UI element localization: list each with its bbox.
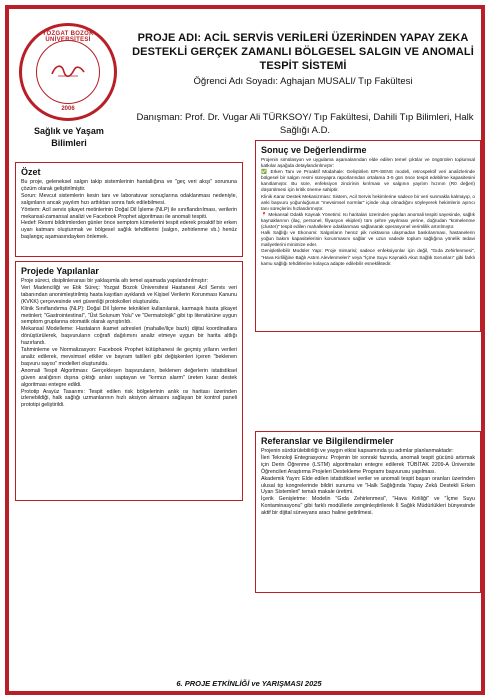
summary-paragraph: Sorun: Mevcut sistemlerin kesin tanı ve laboratuvar sonuçlarına odaklanması nedeniyle, salgınların ancak yayılım hızı arttıktan sonra fark edilebilmesi. — [21, 192, 237, 206]
conclusion-title: Sonuç ve Değerlendirme — [261, 145, 367, 155]
references-paragraph: İleri Teknoloji Entegrasyonu: Projenin bir sonraki fazında, anomali tespit gücünü artırmak için Derin Öğrenme (LSTM) algoritmaları entegre edilerek TÜBİTAK 2209-A Üniversite Öğrencileri Araştırma Projeleri Destekleme Programı başvurusu yapılması. — [261, 454, 475, 475]
conclusion-section — [255, 140, 481, 332]
work-done-section — [15, 261, 243, 501]
summary-paragraph: Bu proje, geleneksel salgın takip sistemlerinin hantallığına ve "geç veri akışı" sorununa çözüm olarak geliştirilmiştir. — [21, 179, 237, 192]
student-info: Öğrenci Adı Soyadı: Aghajan MUSALI/ Tıp Fakültesi — [193, 76, 413, 87]
work-done-paragraph: Proje süreci, disiplinlerarası bir yaklaşımla altı temel aşamada yapılandırılmıştır: — [21, 278, 208, 284]
summary-paragraph: Yöntem: Acil servis şikayet metinlerinin Doğal Dil İşleme (NLP) ile sınıflandırılması, verilerin mekansal-zamansal analizi ve Facebook Prophet algoritması ile anomali tespiti. — [21, 206, 237, 220]
conclusion-paragraph: Projenin simülasyon ve uygulama aşamalarından elde edilen temel çıktılar ve öngörülen toplumsal katkılar aşağıda detaylandırılmıştır: — [261, 157, 475, 169]
work-done-paragraph: Prototip Arayüz Tasarımı: Tespit edilen risk bölgelerinin anlık ısı haritası üzerinden izlenebildiği, halk sağlığı uzmanlarının hızlı aksiyon almasını sağlayan bir kontrol paneli prototipi geliştirildi. — [21, 388, 237, 409]
conclusion-paragraph: 📍 Mekansal Odaklı Kaynak Yönetimi: Isı haritaları üzerinden yapılan anomali tespiti sayesinde, sağlık kaynaklarının (ilaç, personel, filyasyon ekipleri) tüm şehre yayılması yerine, doğrudan "kümelenme (cluster)" tespit edilen mahallelere odaklanması sağlanarak operasyonel verimlilik artırılmıştır. — [261, 211, 475, 230]
references-paragraph: Akademik Yayın: Elde edilen istatistiksel veriler ve anomali tespit başarı oranları üzerinden ulusal tıp kongrelerinde bildiri sunumu ve "Halk Sağlığında Yapay Zekâ Destekli Erken Uyarı Sistemleri" temalı makale üretimi. — [261, 475, 475, 496]
poster — [9, 9, 481, 691]
references-section — [255, 431, 481, 593]
poster-title: PROJE ADI: ACİL SERVİS VERİLERİ ÜZERİNDEN YAPAY ZEKA DESTEKLİ GERÇEK ZAMANLI BÖLGESEL SALGIN VE ANOMALİ TESPİT SİSTEMİ — [132, 32, 474, 72]
logo-university-name: YOZGAT BOZOK ÜNİVERSİTESİ — [42, 31, 94, 43]
conclusion-paragraph: Klinik Karar Destek Mekanizması: Sistem, Acil Servis hekimlerine sadece bir veri sunmakla kalmayıp, o anki başvuru yoğunluğunun "mevsimsel normlar" içinde olup olmadığını söyleyerek hekimlerin ayırıcı tanı süreçlerini hızlandırmıştır. — [261, 193, 475, 211]
logo-year: 2006 — [61, 106, 75, 112]
work-done-title: Projede Yapılanlar — [21, 266, 99, 276]
poster-frame — [5, 5, 485, 695]
references-paragraph: Projenin sürdürülebilirliği ve yaygın etkisi kapsamında şu adımlar planlanmaktadır: — [261, 448, 454, 454]
summary-paragraph: Hedef: Resmi bildirimlerden günler önce semptom kümelerini tespit ederek proaktif bir erken uyarı katmanı oluşturmak ve bölgesel sağlık tehditlerini (salgın, zehirlenme vb.) henüz başlangıç aşamasındayken önlemek. — [21, 220, 237, 241]
conclusion-paragraph: Genişletilebilir Modüler Yapı: Proje mimarisi; sadece enfeksiyonlar için değil, "Gıda Zehirlenmesi", "Hava Kirliliğine Bağlı Astım Alevlenmeleri" veya "İçme Suyu Kaynaklı Akut Sağlık Sorunları" gibi farklı kamu sağlığı tehditlerine kolayca adapte edilebilir esnekliktedir. — [261, 248, 475, 266]
work-done-paragraph: Tahminleme ve Normalizasyon: Facebook Prophet kütüphanesi ile geçmiş yılların verileri analiz edilerek, mevsimsel etkiler ve bayram tatilleri gibi değişkenleri içeren "beklenen başvuru sayısı" modelleri oluşturuldu. — [21, 347, 237, 367]
work-done-paragraph: Veri Madenciliği ve Etik Süreç: Yozgat Bozok Üniversitesi Hastanesi Acil Servis veri tabanından anonimleştirilmiş hasta kayıtları ayıklandı ve Kişisel Verilerin Korunması Kanunu (KVKK) çerçevesinde veri güvenliği protokolleri oluşturuldu. — [21, 284, 237, 305]
title-block — [125, 31, 481, 88]
conclusion-paragraph: ✅ Erken Tanı ve Proaktif Müdahale: Geliştirilen EPI-SENS modeli, retrospektif veri analizlerinde bölgesel bir salgın resmi süreyapra raporlarından ortalama 3-5 gün önce tespit edebilme kapasitesini kanıtlamıştır. Bu süre, enfeksiyon zincirinin kırılması ve salgının yayılım hızının (R0 değeri) düşürülmesi için kritik öneme sahiptir. — [261, 169, 475, 193]
references-paragraph: İçerik Genişletme: Modelin "Gıda Zehirlenmesi", "Hava Kirliliği" ve "İçme Suyu Kontaminasyonu" gibi farklı modüllerle zenginleştirilerek İl Sağlık Müdürlükleri bünyesinde aktif bir dijital sürveyans aracı haline getirilmesi. — [261, 496, 475, 517]
work-done-paragraph: Klinik Sınıflandırma (NLP): Doğal Dil İşleme teknikleri kullanılarak, karmaşık hasta şikayet metinleri; "Gastrointestinal", "Üst Solunum Yolu" ve "Dermatolojik" gibi tıp literatürüne uygun semptom gruplarına otomatik olarak ayrıştırıldı. — [21, 305, 237, 326]
advisor-info: Danışman: Prof. Dr. Vugar Ali TÜRKSOY/ Tıp Fakültesi, Dahili Tıp Bilimleri, Halk Sağlığı A.D. — [136, 112, 474, 136]
work-done-paragraph: Anomali Tespit Algoritması: Gerçekleşen başvuruların, beklenen değerlerin istatistiksel güven aralığının dışına çıktığı anları saptayan ve "kırmızı alarm" üreten karar destek algoritması entegre edildi. — [21, 367, 237, 388]
conclusion-paragraph: Halk Sağlığı ve Ekonomi: Salgınların henüz pik noktasına ulaşmadan baskılanması, hastanelerin yoğun bakım kapasitelerinin korunmasını sağlar ve uzun vadede toplum sağlığına yönelik tedavi maliyetlerini minimize eder. — [261, 230, 475, 248]
university-logo — [19, 23, 117, 121]
summary-title: Özet — [21, 167, 41, 177]
faculty-name: Sağlık ve Yaşam Bilimleri — [34, 126, 104, 148]
work-done-paragraph: Mekansal Modelleme: Hastaların ikamet adresleri (mahalle/ilçe bazlı) dijital koordinatlara dönüştürülerek, başvuruların coğrafi dağılımını analiz etmeye uygun bir harita altlığı hazırlandı. — [21, 326, 237, 347]
footer-text: 6. PROJE ETKİNLİĞİ ve YARIŞMASI 2025 — [176, 679, 322, 688]
summary-section — [15, 162, 243, 257]
logo-emblem-icon — [48, 60, 88, 82]
references-title: Referanslar ve Bilgilendirmeler — [261, 436, 394, 446]
